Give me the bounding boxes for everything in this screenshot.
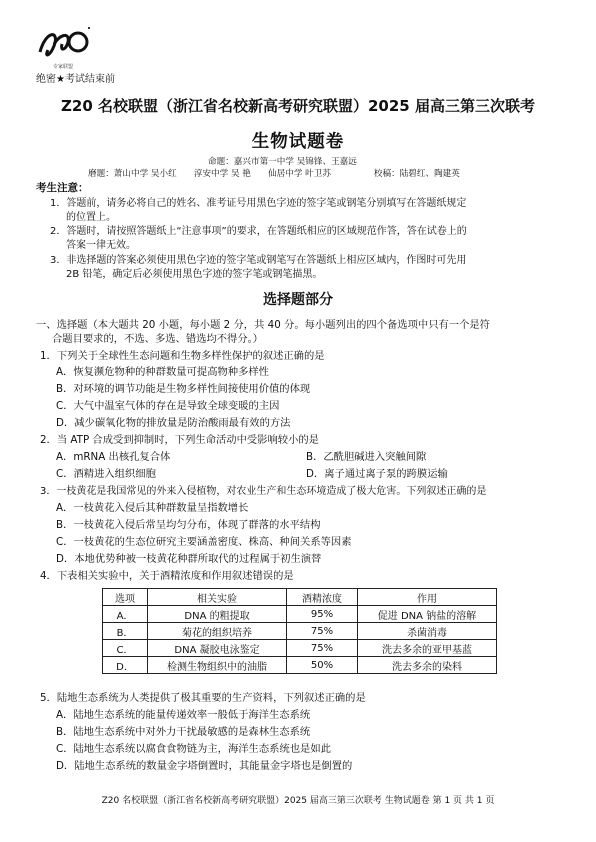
question-1-option-a: A．恢复濒危物种的种群数量可提高物种多样性 bbox=[56, 366, 269, 378]
question-1-option-b: B．对环境的调节功能是生物多样性间接使用价值的体现 bbox=[56, 383, 311, 395]
table-row bbox=[103, 657, 497, 674]
question-3-option-a: A．一枝黄花入侵后其种群数量呈指数增长 bbox=[56, 502, 249, 514]
table-cell: 洗去多余的亚甲基蓝 bbox=[358, 640, 497, 657]
question-5-option-b: B．陆地生态系统中对外力干扰最敏感的是森林生态系统 bbox=[56, 726, 311, 738]
table-cell: C． bbox=[103, 640, 148, 657]
table-cell: D． bbox=[103, 657, 148, 674]
question-4-table bbox=[102, 588, 497, 674]
note-line: 3．非选择题的答案必须使用黑色字迹的签字笔或钢笔写在答题纸上相应区域内，作图时可先用 bbox=[50, 255, 467, 266]
table-header-cell: 相关实验 bbox=[148, 589, 287, 606]
part-instruction-line: 一、选择题（本大题共 20 小题，每小题 2 分，共 40 分。每小题列出的四个备选项中只有一个是符 bbox=[36, 319, 490, 331]
page-footer: Z20 名校联盟（浙江省名校新高考研究联盟）2025 届高三第三次联考 生物试题卷 第 1 页 共 1 页 bbox=[101, 796, 495, 806]
question-5-option-c: C．陆地生态系统以腐食食物链为主，海洋生态系统也是如此 bbox=[56, 743, 331, 755]
paper-subtitle: 生物试题卷 bbox=[251, 132, 345, 152]
logo-caption: 专家联盟 bbox=[53, 64, 74, 70]
table-header-cell: 作用 bbox=[358, 589, 497, 606]
table-cell: 促进 DNA 钠盐的溶解 bbox=[358, 606, 497, 623]
table-cell: A． bbox=[103, 606, 148, 623]
credits-line-1: 命题：嘉兴市第一中学 吴锦锋、王嘉远 bbox=[208, 157, 357, 167]
note-line: 2B 铅笔，确定后必须使用黑色字迹的签字笔或钢笔描黑。 bbox=[66, 269, 323, 280]
question-1-option-c: C．大气中温室气体的存在是导致全球变暖的主因 bbox=[56, 400, 280, 412]
table-cell: 菊花的组织培养 bbox=[148, 623, 287, 640]
question-3-option-d: D．本地优势种被一枝黄花种群所取代的过程属于初生演替 bbox=[56, 553, 322, 565]
note-line: 答案一律无效。 bbox=[66, 240, 136, 251]
exam-title: Z20 名校联盟（浙江省名校新高考研究联盟）2025 届高三第三次联考 bbox=[61, 97, 535, 115]
table-cell: 50% bbox=[287, 657, 358, 674]
note-line: 2．答题时，请按照答题纸上“注意事项”的要求，在答题纸相应的区域规范作答，答在试卷上的 bbox=[50, 226, 467, 237]
note-line: 的位置上。 bbox=[66, 212, 116, 223]
question-2-stem: 2．当 ATP 合成受到抑制时，下列生命活动中受影响较小的是 bbox=[40, 434, 319, 446]
table-header-cell: 酒精浓度 bbox=[287, 589, 358, 606]
question-2-option-c: C．酒精进入组织细胞 bbox=[56, 468, 156, 480]
question-3-stem: 3．一枝黄花是我国常见的外来入侵植物，对农业生产和生态环境造成了极大危害。下列叙述正确的是 bbox=[40, 486, 487, 497]
notes-heading: 考生注意： bbox=[36, 182, 89, 194]
question-3-option-c: C．一枝黄花的生态位研究主要涵盖密度、株高、种间关系等因素 bbox=[56, 536, 352, 548]
question-1-option-d: D．减少碳氧化物的排放量是防治酸雨最有效的方法 bbox=[56, 417, 291, 429]
table-row bbox=[103, 640, 497, 657]
z20-logo-icon bbox=[36, 22, 98, 66]
question-3-option-b: B．一枝黄花入侵后常呈均匀分布，体现了群落的水平结构 bbox=[56, 519, 321, 531]
table-cell: DNA 凝胶电泳鉴定 bbox=[148, 640, 287, 657]
question-2-option-d: D．离子通过离子泵的跨膜运输 bbox=[306, 468, 448, 480]
question-5-option-a: A．陆地生态系统的能量传递效率一般低于海洋生态系统 bbox=[56, 709, 311, 721]
section-title: 选择题部分 bbox=[263, 292, 333, 308]
question-5-stem: 5．陆地生态系统为人类提供了极其重要的生产资料，下列叙述正确的是 bbox=[40, 692, 366, 704]
table-cell: 杀菌消毒 bbox=[358, 623, 497, 640]
secret-label: 绝密★考试结束前 bbox=[36, 74, 115, 85]
table-cell: 75% bbox=[287, 640, 358, 657]
credits-line-2: 磨题：萧山中学 吴小红 淳安中学 吴 艳 仙居中学 叶卫苏 校稿：陆碧红、陶建英 bbox=[88, 169, 460, 179]
table-cell: 75% bbox=[287, 623, 358, 640]
question-5-option-d: D．陆地生态系统的数量金字塔倒置时，其能量金字塔也是倒置的 bbox=[56, 760, 353, 772]
question-2-option-a: A．mRNA 出核孔复合体 bbox=[56, 451, 171, 463]
table-row bbox=[103, 606, 497, 623]
table-header-cell: 选项 bbox=[103, 589, 148, 606]
question-1-stem: 1．下列关于全球性生态问题和生物多样性保护的叙述正确的是 bbox=[40, 350, 325, 362]
question-4-stem: 4．下表相关实验中，关于酒精浓度和作用叙述错误的是 bbox=[40, 570, 294, 582]
part-instruction-line: 合题目要求的，不选、多选、错选均不得分。） bbox=[52, 333, 264, 345]
table-cell: DNA 的粗提取 bbox=[148, 606, 287, 623]
question-2-option-b: B．乙酰胆碱进入突触间隙 bbox=[306, 451, 427, 463]
note-line: 1．答题前，请务必将自己的姓名、准考证号用黑色字迹的签字笔或钢笔分别填写在答题纸规定 bbox=[50, 198, 467, 209]
table-header-row bbox=[103, 589, 497, 606]
table-row bbox=[103, 623, 497, 640]
table-cell: 检测生物组织中的油脂 bbox=[148, 657, 287, 674]
table-cell: 95% bbox=[287, 606, 358, 623]
table-cell: 洗去多余的染料 bbox=[358, 657, 497, 674]
table-cell: B． bbox=[103, 623, 148, 640]
